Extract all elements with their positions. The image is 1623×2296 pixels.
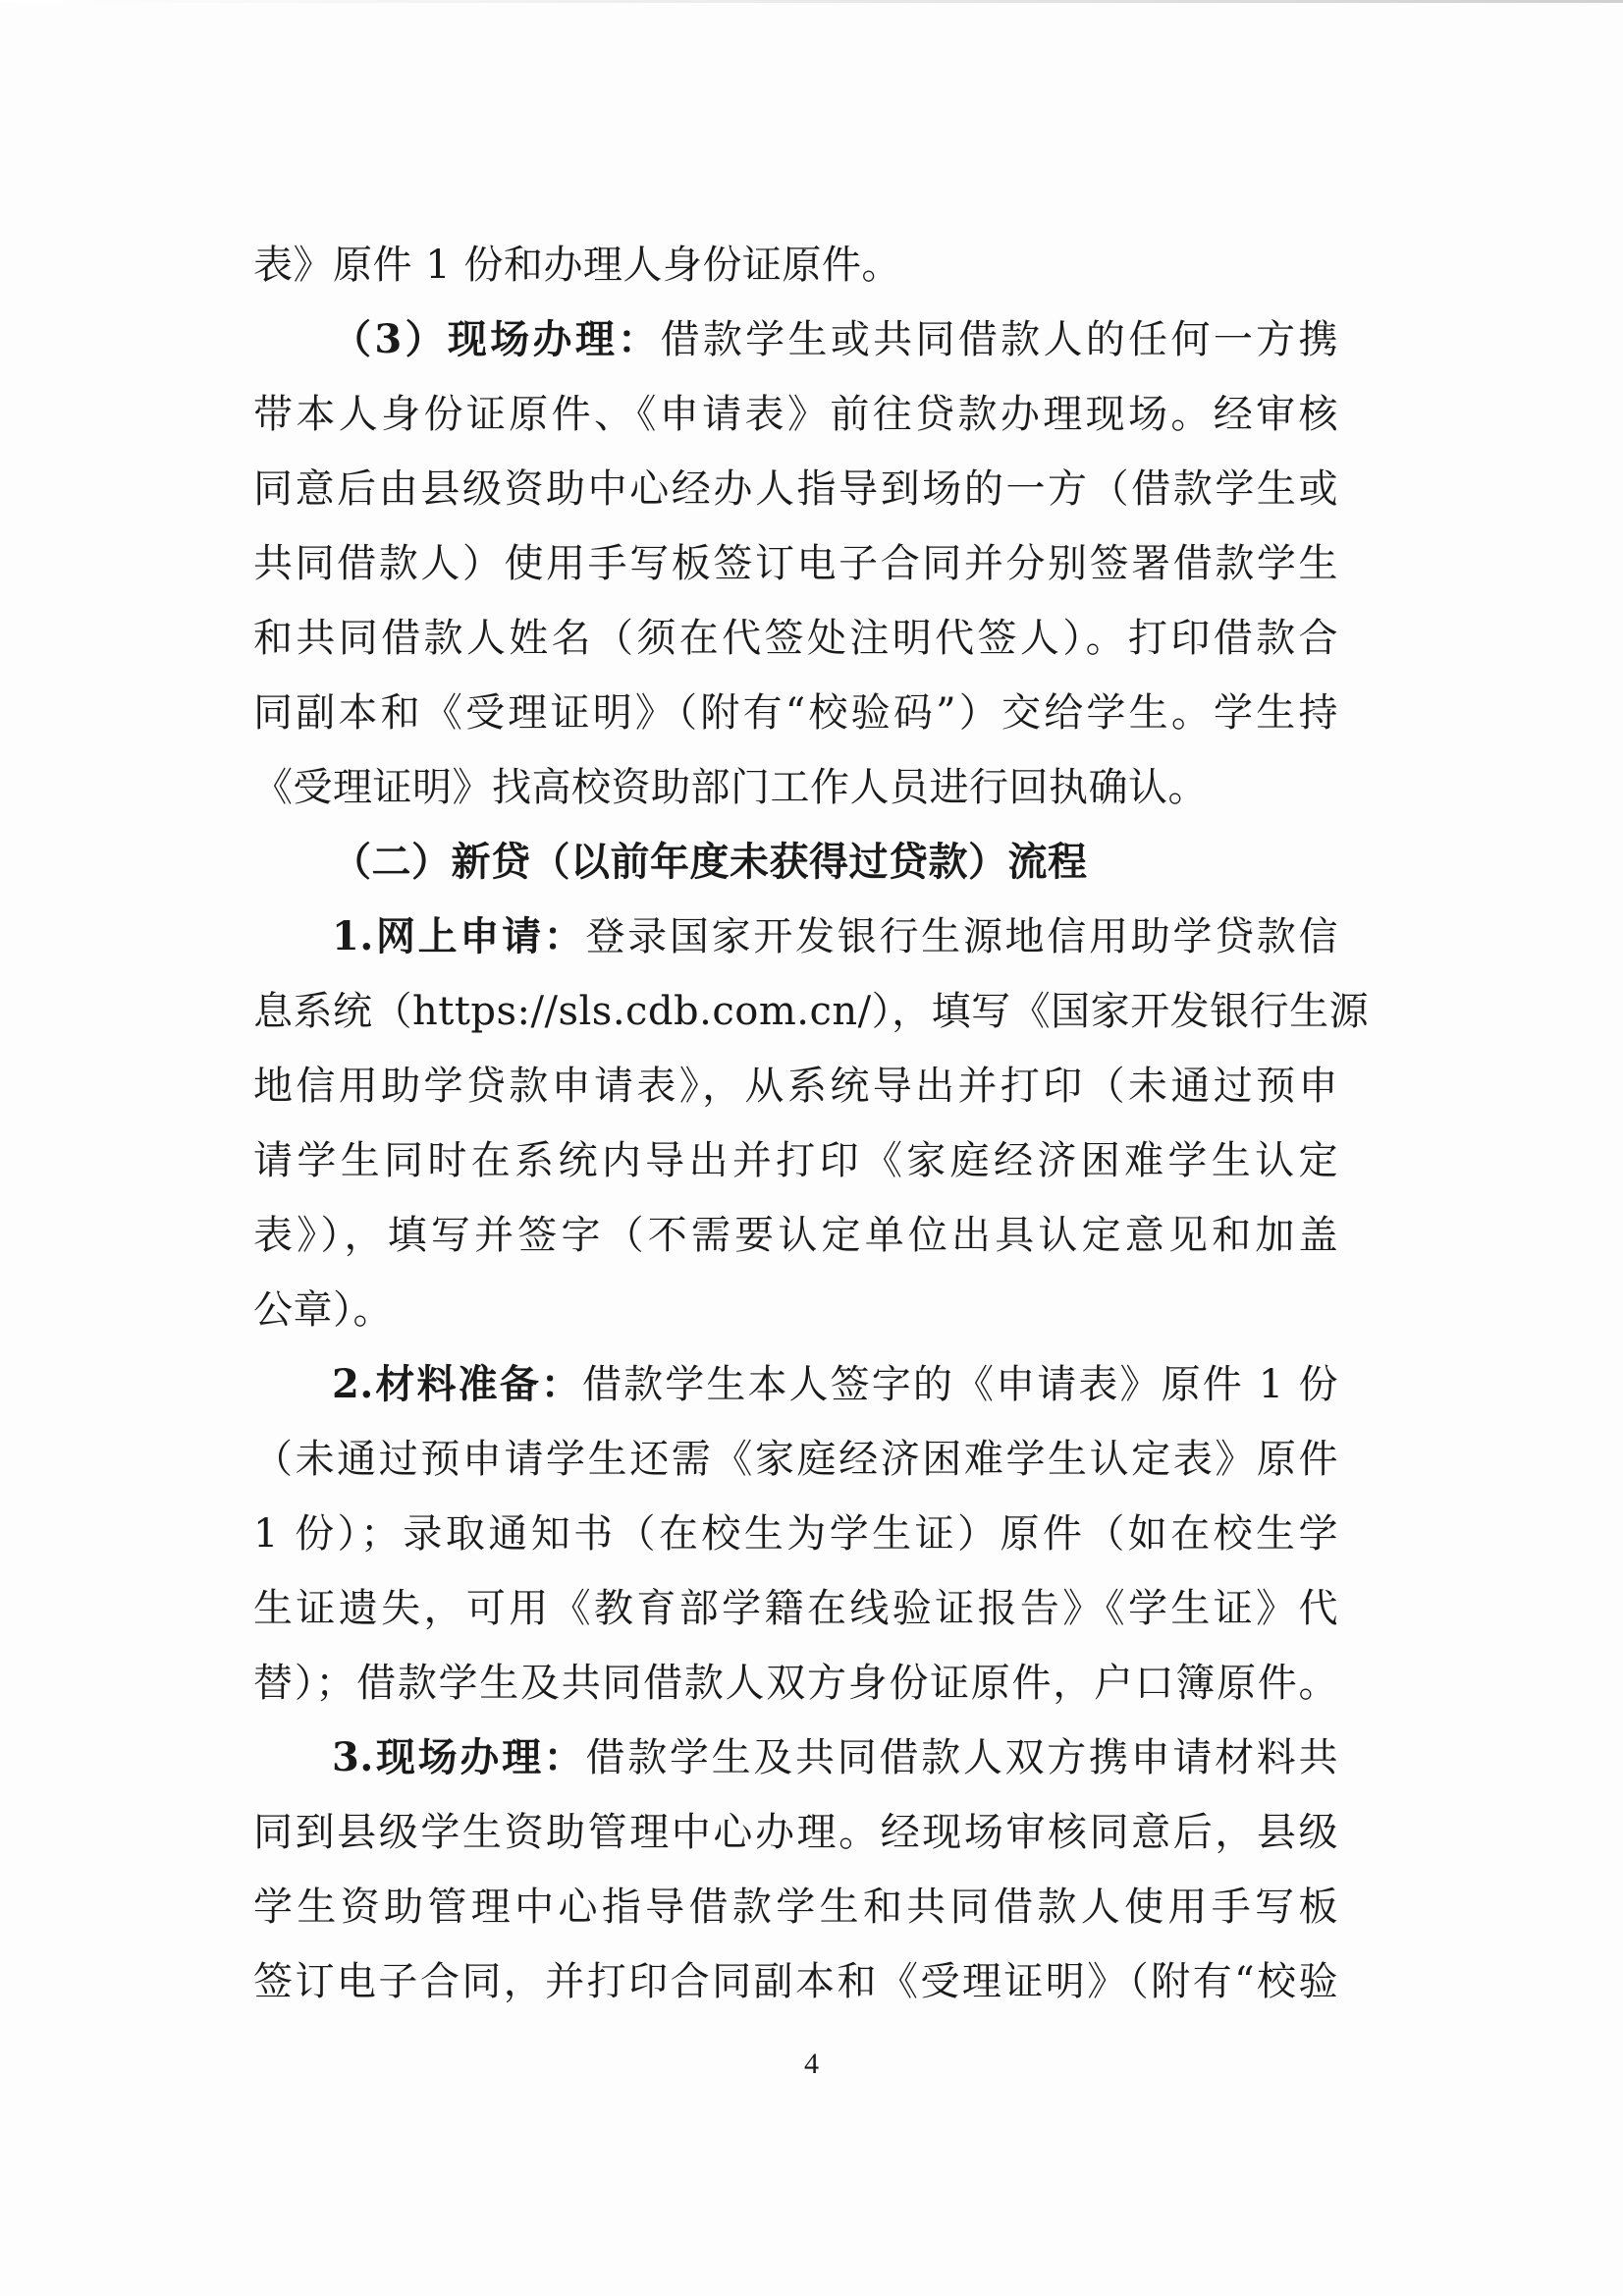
page-number: 4 [804, 2048, 819, 2080]
text-line-22 [253, 1795, 1338, 1870]
text-line-14 [253, 1198, 1338, 1273]
line-text: 共同借款人）使用手写板签订电子合同并分别签署借款学生 [253, 541, 1338, 586]
line-text: 地信用助学贷款申请表》，从系统导出并打印（未通过预申 [253, 1064, 1338, 1109]
line-label: （3）现场办理： [332, 316, 661, 362]
line-text: 表》原件 1 份和办理人身份证原件。 [253, 243, 901, 288]
text-line-21 [253, 1721, 1338, 1795]
line-text: 登录国家开发银行生源地信用助学贷款信 [585, 914, 1338, 959]
text-line-18 [253, 1497, 1338, 1571]
line-label: 2.材料准备： [332, 1361, 582, 1407]
text-line-15 [253, 1273, 1338, 1347]
text-line-2 [253, 302, 1338, 377]
line-text: 借款学生本人签字的《申请表》原件 1 份 [581, 1362, 1338, 1407]
text-line-17 [253, 1422, 1338, 1497]
line-text: 《受理证明》找高校资助部门工作人员进行回执确认。 [253, 765, 1208, 810]
line-text: 1 份）；录取通知书（在校生为学生证）原件（如在校生学 [253, 1511, 1338, 1557]
section-heading [253, 825, 1338, 900]
text-line-13 [253, 1123, 1338, 1198]
line-text: 请学生同时在系统内导出并打印《家庭经济困难学生认定 [253, 1138, 1338, 1183]
text-line-10 [253, 900, 1338, 974]
line-text: 带本人身份证原件、《申请表》前往贷款办理现场。经审核 [253, 392, 1338, 437]
line-text: （未通过预申请学生还需《家庭经济困难学生认定表》原件 [253, 1437, 1338, 1482]
scan-edge [0, 0, 1623, 3]
text-line-1 [253, 228, 1338, 302]
line-text: 学生资助管理中心指导借款学生和共同借款人使用手写板 [253, 1885, 1338, 1930]
line-text: 表》），填写并签字（不需要认定单位出具认定意见和加盖 [253, 1213, 1338, 1258]
body-text [253, 228, 1370, 2019]
text-line-11 [253, 974, 1370, 1049]
text-line-20 [253, 1646, 1338, 1721]
text-line-12 [253, 1049, 1338, 1123]
line-text: 借款学生及共同借款人双方携申请材料共 [585, 1735, 1338, 1780]
text-line-24 [253, 1944, 1338, 2019]
line-text: 借款学生或共同借款人的任何一方携 [660, 317, 1338, 362]
text-line-16 [253, 1347, 1338, 1422]
text-line-6 [253, 601, 1338, 676]
line-text: 同意后由县级资助中心经办人指导到场的一方（借款学生或 [253, 466, 1338, 512]
text-line-5 [253, 526, 1338, 601]
line-text: 息系统（https://sls.cdb.com.cn/），填写《国家开发银行生源 [253, 989, 1370, 1034]
text-line-8 [253, 750, 1338, 825]
text-line-19 [253, 1571, 1338, 1646]
line-text: 同副本和《受理证明》（附有“校验码”）交给学生。学生持 [253, 690, 1338, 736]
line-text: 签订电子合同，并打印合同副本和《受理证明》（附有“校验 [253, 1959, 1338, 2004]
text-line-4 [253, 452, 1338, 526]
line-label: 3.现场办理： [332, 1734, 586, 1780]
line-text: 替）；借款学生及共同借款人双方身份证原件，户口簿原件。 [253, 1661, 1338, 1706]
text-line-7 [253, 676, 1338, 750]
text-line-3 [253, 377, 1338, 452]
line-label: 1.网上申请： [332, 913, 586, 959]
line-text: 和共同借款人姓名（须在代签处注明代签人）。打印借款合 [253, 616, 1338, 661]
line-text: 生证遗失，可用《教育部学籍在线验证报告》《学生证》代 [253, 1586, 1338, 1631]
section-heading-text: （二）新贷（以前年度未获得过贷款）流程 [332, 839, 1088, 885]
text-line-23 [253, 1870, 1338, 1944]
line-text: 同到县级学生资助管理中心办理。经现场审核同意后，县级 [253, 1810, 1338, 1855]
line-text: 公章）。 [253, 1287, 393, 1333]
